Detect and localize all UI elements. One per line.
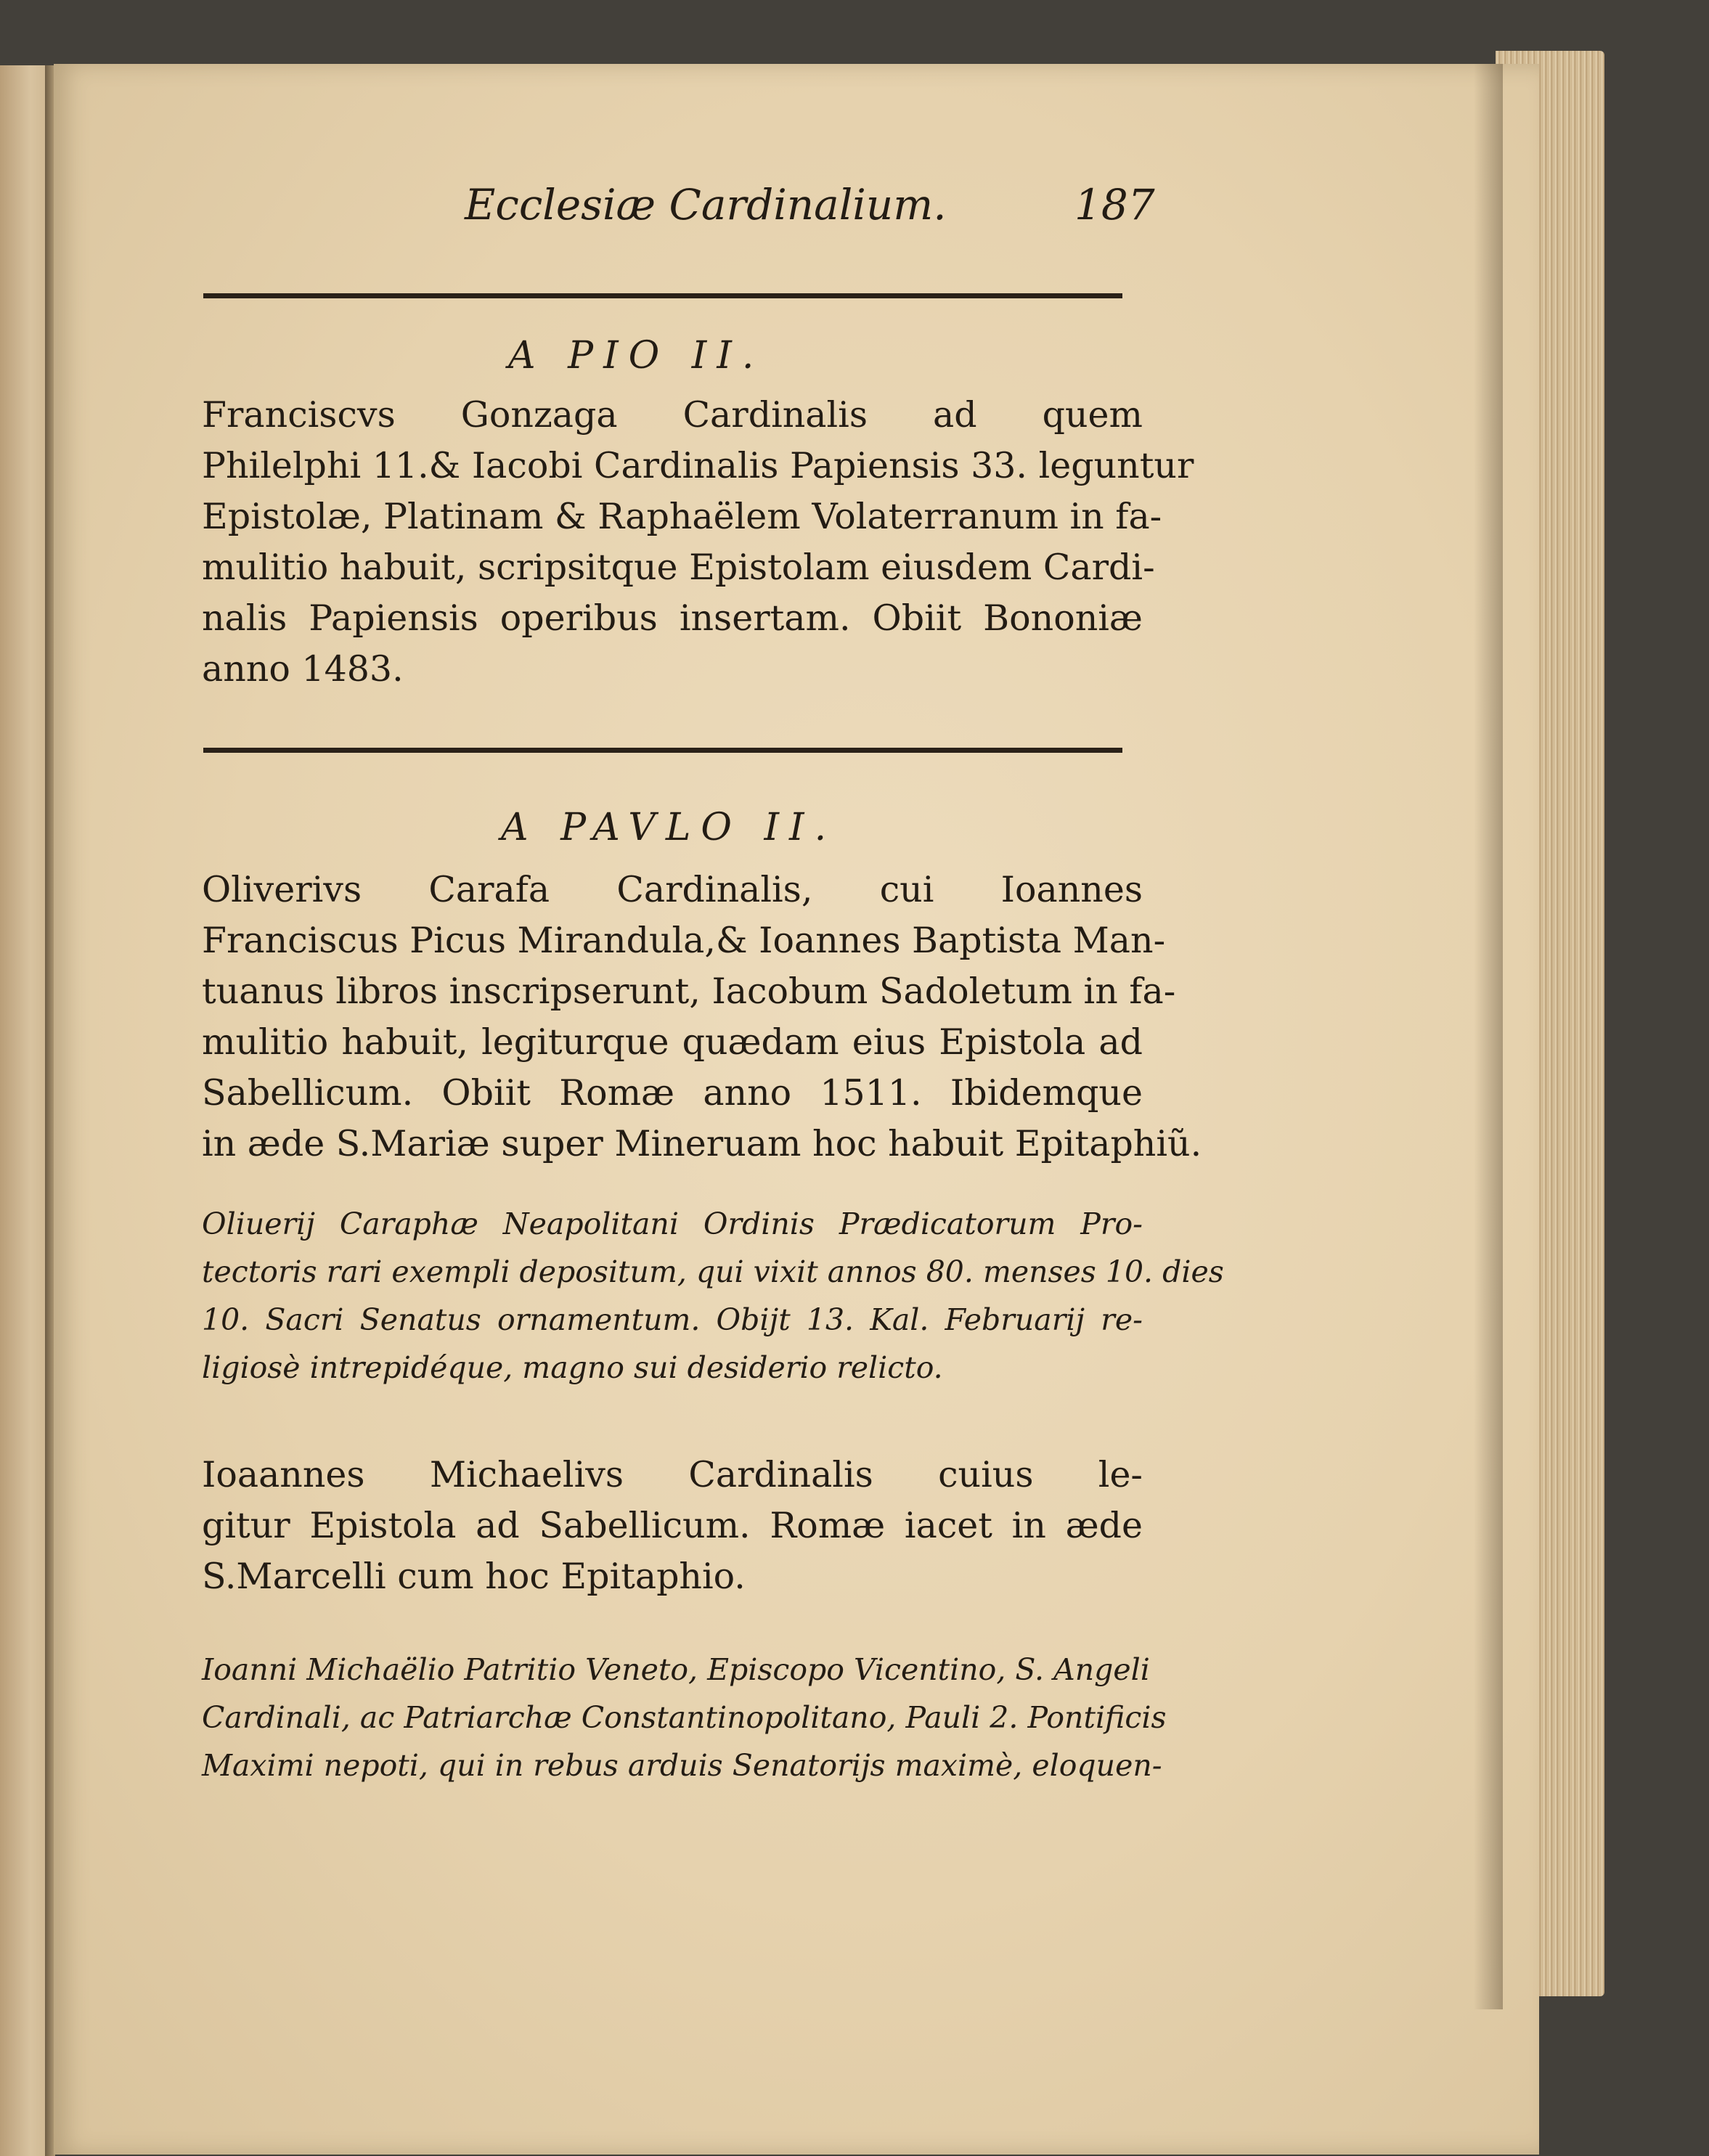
epitaph-line: Cardinali, ac Patriarchæ Constantinopolitano, Pauli 2. Pontificis <box>202 1700 1167 1735</box>
text-line: gitur Epistola ad Sabellicum. Romæ iacet in æde <box>202 1505 1143 1546</box>
epitaph-line: Oliuerij Caraphæ Neapolitani Ordinis Prædicatorum Pro- <box>202 1206 1143 1241</box>
page-number: 187 <box>1074 180 1155 229</box>
epitaph-line: ligiosè intrepidéque, magno sui desiderio relicto. <box>202 1350 943 1385</box>
section-heading-pio: A PIO II. <box>508 334 764 377</box>
page-curl-shadow <box>1474 64 1503 2009</box>
epitaph-line: Maximi nepoti, qui in rebus arduis Senatorijs maximè, eloquen- <box>202 1748 1162 1783</box>
previous-page-edge <box>0 65 51 2156</box>
epitaph-line: tectoris rari exempli depositum, qui vixit annos 80. menses 10. dies <box>202 1254 1224 1289</box>
section-heading-paulo: A PAVLO II. <box>501 806 837 849</box>
text-line: Oliverivs Carafa Cardinalis, cui Ioannes <box>202 869 1143 910</box>
section-divider-rule <box>203 748 1122 753</box>
epitaph-line: Ioanni Michaëlio Patritio Veneto, Episcopo Vicentino, S. Angeli <box>202 1652 1150 1687</box>
text-line: Epistolæ, Platinam & Raphaëlem Volaterranum in fa- <box>202 496 1162 537</box>
text-line: nalis Papiensis operibus insertam. Obiit Bononiæ <box>202 597 1143 639</box>
text-line: Franciscvs Gonzaga Cardinalis ad quem <box>202 394 1143 436</box>
epitaph-line: 10. Sacri Senatus ornamentum. Obijt 13. Kal. Februarij re- <box>202 1302 1143 1337</box>
text-line: mulitio habuit, legiturque quædam eius Epistola ad <box>202 1021 1143 1063</box>
text-line: anno 1483. <box>202 648 404 690</box>
text-line: S.Marcelli cum hoc Epitaphio. <box>202 1556 746 1597</box>
text-line: Philelphi 11.& Iacobi Cardinalis Papiensis 33. leguntur <box>202 445 1194 486</box>
text-line: in æde S.Mariæ super Mineruam hoc habuit Epitaphiũ. <box>202 1123 1202 1164</box>
section-divider-rule <box>203 293 1122 298</box>
text-line: Sabellicum. Obiit Romæ anno 1511. Ibidemque <box>202 1072 1143 1114</box>
text-line: Franciscus Picus Mirandula,& Ioannes Baptista Man- <box>202 920 1166 961</box>
text-line: mulitio habuit, scripsitque Epistolam eiusdem Cardi- <box>202 547 1155 588</box>
running-header-title: Ecclesiæ Cardinalium. <box>465 180 947 229</box>
text-line: Ioaannes Michaelivs Cardinalis cuius le- <box>202 1454 1143 1495</box>
text-line: tuanus libros inscripserunt, Iacobum Sadoletum in fa- <box>202 971 1176 1012</box>
